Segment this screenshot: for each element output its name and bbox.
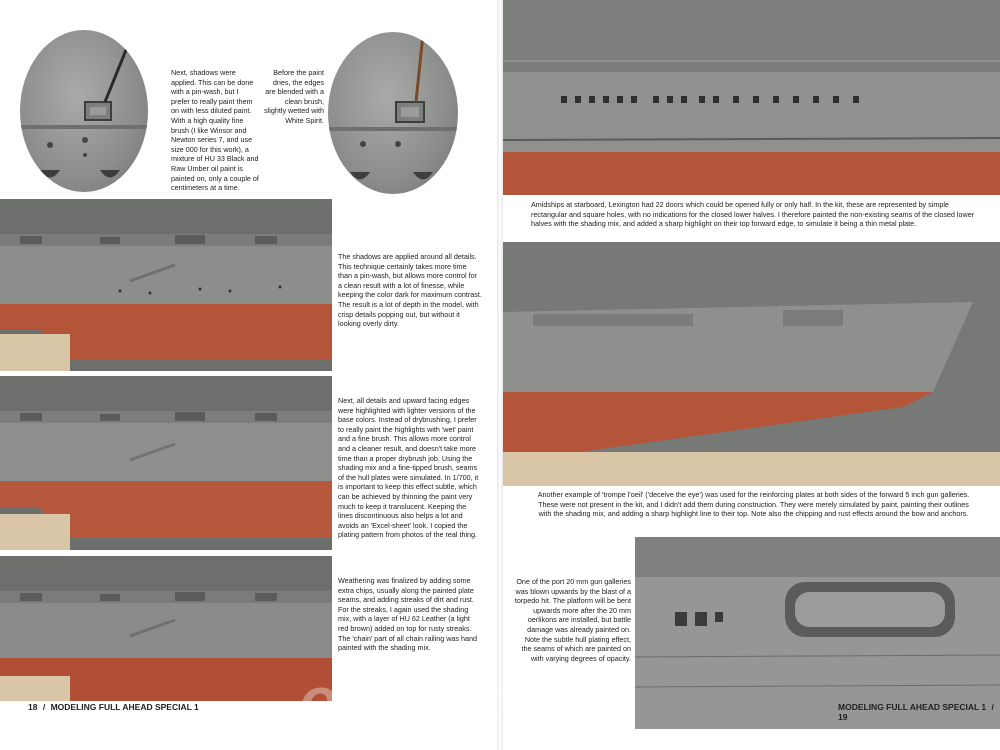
detail-photo-blend xyxy=(328,32,458,194)
ship-photo-doors-illustration xyxy=(503,0,1000,195)
right-page-number: 19 xyxy=(838,712,848,722)
caption-highlights: Next, all details and upward facing edges were highlighted with lighter versions of the base colors. Instead of drybrushing, I prefer to really paint the highlights with 'wet' paint and a fine brush. This allows more control and a cleaner result, and doesn't take more time than a proper drybrush job. Using the shading mix and a fine-tipped brush, seams of the hull plates were simulated. In 1/700, it is important to keep this effect subtle, which can be achieved by thinning the paint very much to keep it translucent. Keeping the lines discontinuous also helps a lot and avoids an 'Excel-sheet' look. I copied the plating pattern from photos of the real thing. xyxy=(338,396,479,540)
ship-photo-shadows xyxy=(0,199,332,371)
ship-photo-highlights xyxy=(0,376,332,550)
ship-photo-trompe xyxy=(503,242,1000,486)
ship-photo-shadows-illustration xyxy=(0,199,332,371)
ship-photo-trompe-illustration xyxy=(503,242,1000,486)
ship-photo-weathering-illustration xyxy=(0,556,332,701)
ship-photo-doors xyxy=(503,0,1000,195)
detail-photo-blend-illustration xyxy=(328,32,458,194)
ship-photo-gun-gallery xyxy=(635,537,1000,729)
left-page-number: 18 xyxy=(28,702,38,712)
left-running-head: MODELING FULL AHEAD SPECIAL 1 xyxy=(50,702,199,712)
caption-shadows-paint: Next, shadows were applied. This can be done with a pin-wash, but I prefer to really paint them on with less diluted paint. With a high quality fine brush (I like Winsor and Newton series 7, and use size 000 for this work), a mixture of HU 33 Black and Raw Umber oil paint is painted on, only a couple of centimeters at a time. xyxy=(171,68,259,193)
right-page xyxy=(503,0,1000,750)
caption-gun-galleries: One of the port 20 mm gun galleries was blown upwards by the blast of a torpedo hit. The platform will be bent upwards more after the 20 mm oerlikons are installed, but battle damage was already painted on. Note the subtle hull plating effect, the seams of which are painted on with varying degrees of opacity. xyxy=(514,577,631,663)
caption-trompe: Another example of 'trompe l'oeil' ('deceive the eye') was used for the reinforcing plates at both sides of the forward 5 inch gun galleries. These were not present in the kit, and I didn't add them during construction. They were merely simulated by paint, painting their outlines with the shading mix, and adding a sharp highlight line to their top. Note also the chipping and rust effects around the bow and anchors. xyxy=(537,490,970,519)
caption-doors: Amidships at starboard, Lexington had 22 doors which could be opened fully or only half. In the kit, these are represented by simple rectangular and square holes, with no indications for the closed lower halves. I therefore painted the non-existing seams of the closed lower halves with the shading mix, and added a sharp highlight on their top forward edge, to simulate it being a thin metal plate. xyxy=(531,200,975,229)
detail-photo-shadow-brush xyxy=(20,30,148,192)
caption-shadows-around: The shadows are applied around all details. This technique certainly takes more time than a pin-wash, but allows more control for a clean result with a lot of finesse, while keeping the color dark for maximum contrast. The result is a lot of depth in the model, with crisp details popping out, but without it looking overly dirty. xyxy=(338,252,482,329)
ship-photo-gun-gallery-illustration xyxy=(635,537,1000,729)
ship-photo-highlights-illustration xyxy=(0,376,332,550)
detail-photo-shadow-brush-illustration xyxy=(20,30,148,192)
ship-photo-weathering xyxy=(0,556,332,701)
caption-weathering: Weathering was finalized by adding some extra chips, usually along the painted plate seams, and adding streaks of dirt and rust. For the streaks, I again used the shading mix, with a layer of HU 62 Leather (a light red brown) added on top for rusty streaks. The 'chain' part of all chain railing was hand painted with the shading mix. xyxy=(338,576,477,653)
caption-blend-edges: Before the paint dries, the edges are blended with a clean brush, slightly wetted with White Spirit. xyxy=(264,68,324,125)
left-folio: 18 / MODELING FULL AHEAD SPECIAL 1 xyxy=(28,702,199,712)
watermark: O MODEL xyxy=(300,680,536,731)
right-running-head: MODELING FULL AHEAD SPECIAL 1 xyxy=(838,702,987,712)
right-folio: MODELING FULL AHEAD SPECIAL 1 / 19 xyxy=(838,702,994,722)
